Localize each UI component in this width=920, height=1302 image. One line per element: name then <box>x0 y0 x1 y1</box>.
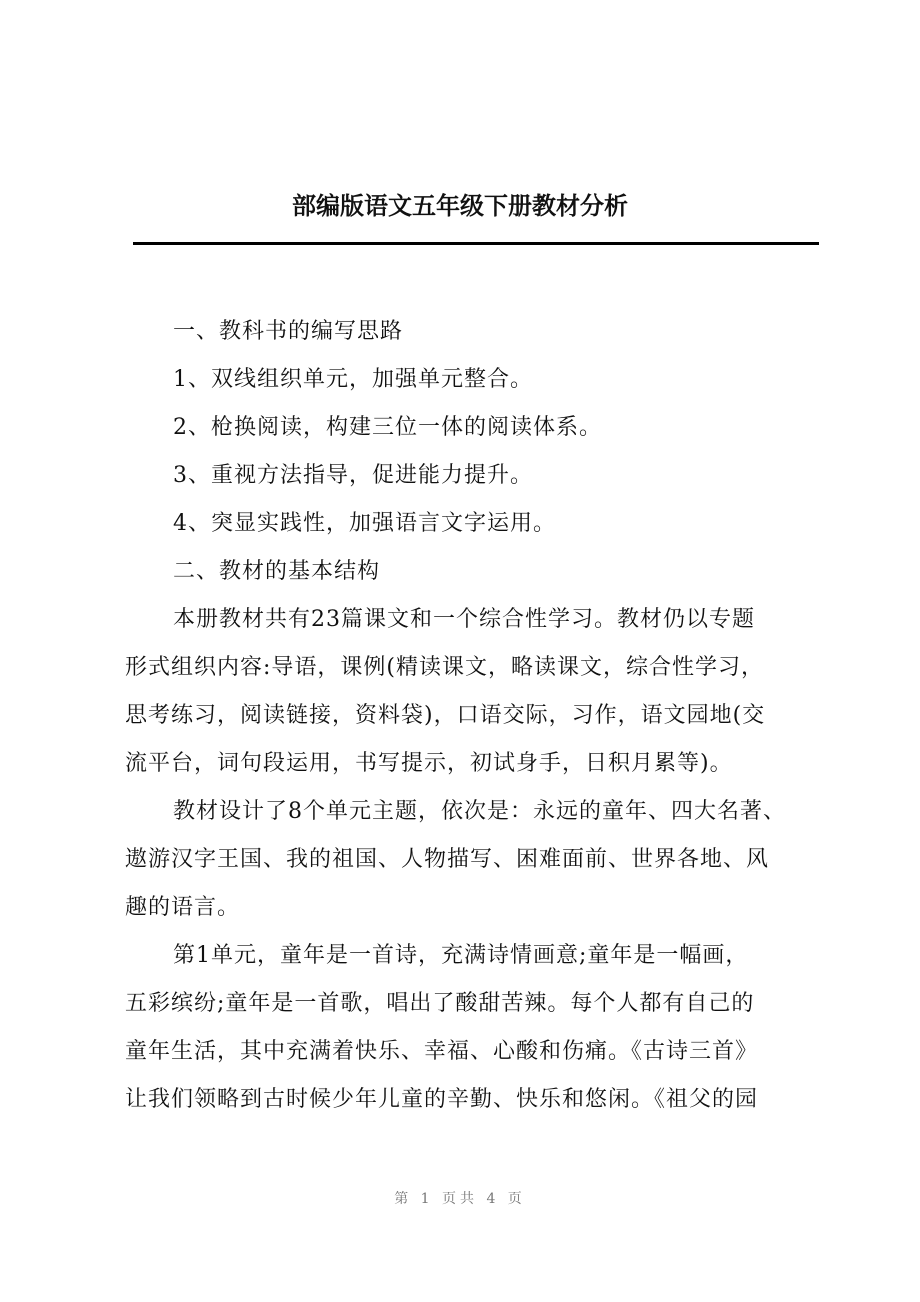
paragraph-3-line-2: 五彩缤纷;童年是一首歌，唱出了酸甜苦辣。每个人都有自己的 <box>125 991 755 1016</box>
paragraph-3-line-3: 童年生活，其中充满着快乐、幸福、心酸和伤痛。《古诗三首》 <box>125 1039 759 1064</box>
document-title: 部编版语文五年级下册教材分析 <box>292 191 628 220</box>
paragraph-3-line-4: 让我们领略到古时候少年儿童的辛勤、快乐和悠闲。《祖父的园 <box>125 1087 759 1112</box>
paragraph-2-line-3: 趣的语言。 <box>125 895 241 920</box>
paragraph-1-line-1: 本册教材共有23篇课文和一个综合性学习。教材仍以专题 <box>173 607 755 632</box>
paragraph-2-line-2: 遨游汉字王国、我的祖国、人物描写、困难面前、世界各地、风 <box>125 847 770 872</box>
paragraph-3-line-1: 第1单元，童年是一首诗，充满诗情画意;童年是一幅画， <box>173 943 749 968</box>
title-underline <box>133 242 819 245</box>
page-footer: 第 1 页共 4 页 <box>394 1191 526 1207</box>
section-heading-1: 一、教科书的编写思路 <box>173 319 404 344</box>
paragraph-2-line-1: 教材设计了8个单元主题，依次是：永远的童年、四大名著、 <box>173 799 786 824</box>
paragraph-1-line-4: 流平台，词句段运用，书写提示，初试身手，日积月累等)。 <box>125 751 733 776</box>
list-item-2: 2、枪换阅读，构建三位一体的阅读体系。 <box>173 415 602 440</box>
paragraph-1-line-3: 思考练习，阅读链接，资料袋)，口语交际，习作，语文园地(交 <box>125 703 766 728</box>
list-item-3: 3、重视方法指导，促进能力提升。 <box>173 463 533 488</box>
list-item-1: 1、双线组织单元，加强单元整合。 <box>173 367 533 392</box>
section-heading-2: 二、教材的基本结构 <box>173 559 381 584</box>
paragraph-1-line-2: 形式组织内容:导语，课例(精读课文，略读课文，综合性学习， <box>125 655 764 680</box>
list-item-4: 4、突显实践性，加强语言文字运用。 <box>173 511 556 536</box>
